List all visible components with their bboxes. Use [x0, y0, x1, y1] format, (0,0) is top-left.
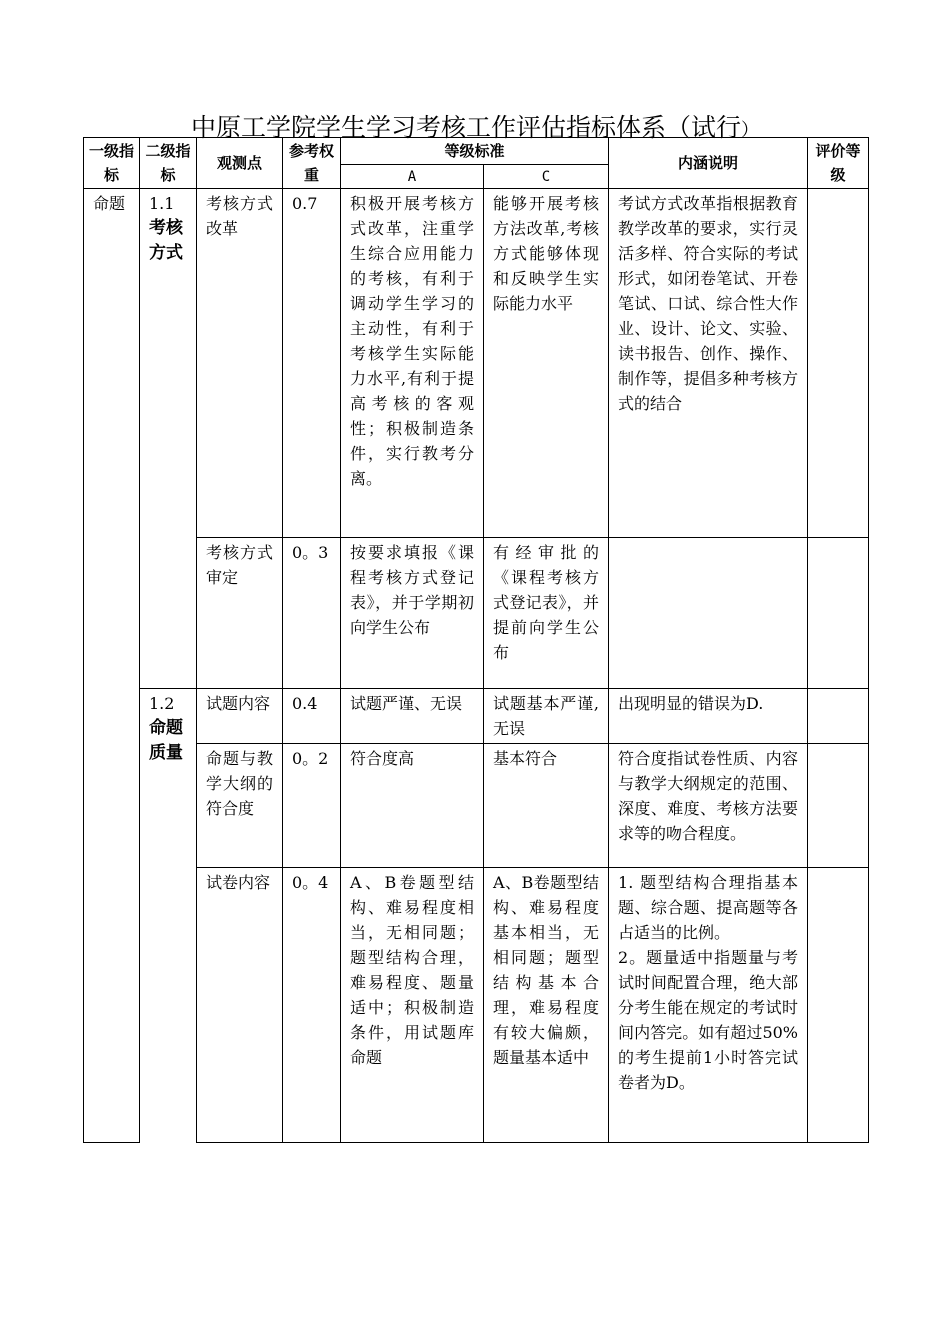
- weight-cell: 0.7: [283, 189, 341, 538]
- level2-name: 考核方式: [149, 218, 183, 263]
- level2-number: 1.1: [149, 194, 175, 213]
- grade-a-cell: 积极开展考核方式改革，注重学生综合应用能力的考核，有利于调动学生学习的主动性，有利于考核学生实际能力水平,有利于提高考核的客观性；积极制造条件，实行教考分离。: [341, 189, 484, 538]
- header-evaluation: 评价等级: [808, 138, 869, 189]
- header-level2: 二级指标: [140, 138, 197, 189]
- page-title: 中原工学院学生学习考核工作评估指标体系（试行）: [190, 113, 759, 142]
- observation-cell: 考核方式审定: [197, 538, 283, 689]
- level2-number: 1.2: [149, 694, 175, 713]
- description-cell: 出现明显的错误为D.: [609, 689, 808, 744]
- header-description: 内涵说明: [609, 138, 808, 189]
- grade-a-cell: A、B卷题型结构、难易程度相当，无相同题；题型结构合理，难易程度、题量适中；积极制造条件，用试题库命题: [341, 868, 484, 1143]
- level2-name: 命题质量: [149, 718, 183, 763]
- grade-c-cell: 有经审批的《课程考核方式登记表》，并提前向学生公布: [484, 538, 609, 689]
- weight-cell: 0。4: [283, 868, 341, 1143]
- header-grade-a: A: [341, 165, 484, 189]
- weight-cell: 0。3: [283, 538, 341, 689]
- weight-cell: 0。2: [283, 744, 341, 868]
- description-point-1: 1. 题型结构合理指基本题、综合题、提高题等各占适当的比例。: [618, 873, 799, 942]
- evaluation-cell: [808, 538, 869, 689]
- observation-cell: 试题内容: [197, 689, 283, 744]
- header-observation: 观测点: [197, 138, 283, 189]
- weight-cell: 0.4: [283, 689, 341, 744]
- grade-c-cell: 能够开展考核方法改革,考核方式能够体现和反映学生实际能力水平: [484, 189, 609, 538]
- evaluation-cell: [808, 868, 869, 1143]
- evaluation-cell: [808, 744, 869, 868]
- header-grade-c: C: [484, 165, 609, 189]
- observation-cell: 考核方式改革: [197, 189, 283, 538]
- description-cell: 符合度指试卷性质、内容与教学大纲规定的范围、深度、难度、考核方法要求等的吻合程度。: [609, 744, 808, 868]
- grade-a-cell: 试题严谨、无误: [341, 689, 484, 744]
- level2-cell: [140, 689, 197, 1143]
- description-cell: [609, 538, 808, 689]
- description-cell: [609, 868, 808, 1143]
- grade-a-cell: 按要求填报《课程考核方式登记表》，并于学期初向学生公布: [341, 538, 484, 689]
- evaluation-index-table: [83, 137, 869, 1143]
- evaluation-cell: [808, 689, 869, 744]
- description-cell: 考试方式改革指根据教育教学改革的要求，实行灵活多样、符合实际的考试形式，如闭卷笔试、开卷笔试、口试、综合性大作业、设计、论文、实验、读书报告、创作、操作、制作等，提倡多种考核方式的结合: [609, 189, 808, 538]
- grade-a-cell: 符合度高: [341, 744, 484, 868]
- observation-cell: 试卷内容: [197, 868, 283, 1143]
- level1-cell: 命题: [84, 189, 140, 1143]
- description-point-2: 2。题量适中指题量与考试时间配置合理，绝大部分考生能在规定的考试时间内答完。如有超过50%的考生提前1小时答完试卷者为D。: [618, 948, 799, 1092]
- header-grade-standard: 等级标准: [341, 138, 609, 165]
- level2-cell: [140, 189, 197, 689]
- header-weight: 参考权重: [283, 138, 341, 189]
- header-level1: 一级指标: [84, 138, 140, 189]
- grade-c-cell: A、B卷题型结构、难易程度基本相当，无相同题；题型结构基本合理，难易程度有较大偏颇，题量基本适中: [484, 868, 609, 1143]
- grade-c-cell: 基本符合: [484, 744, 609, 868]
- evaluation-cell: [808, 189, 869, 538]
- observation-cell: 命题与教学大纲的符合度: [197, 744, 283, 868]
- grade-c-cell: 试题基本严谨,无误: [484, 689, 609, 744]
